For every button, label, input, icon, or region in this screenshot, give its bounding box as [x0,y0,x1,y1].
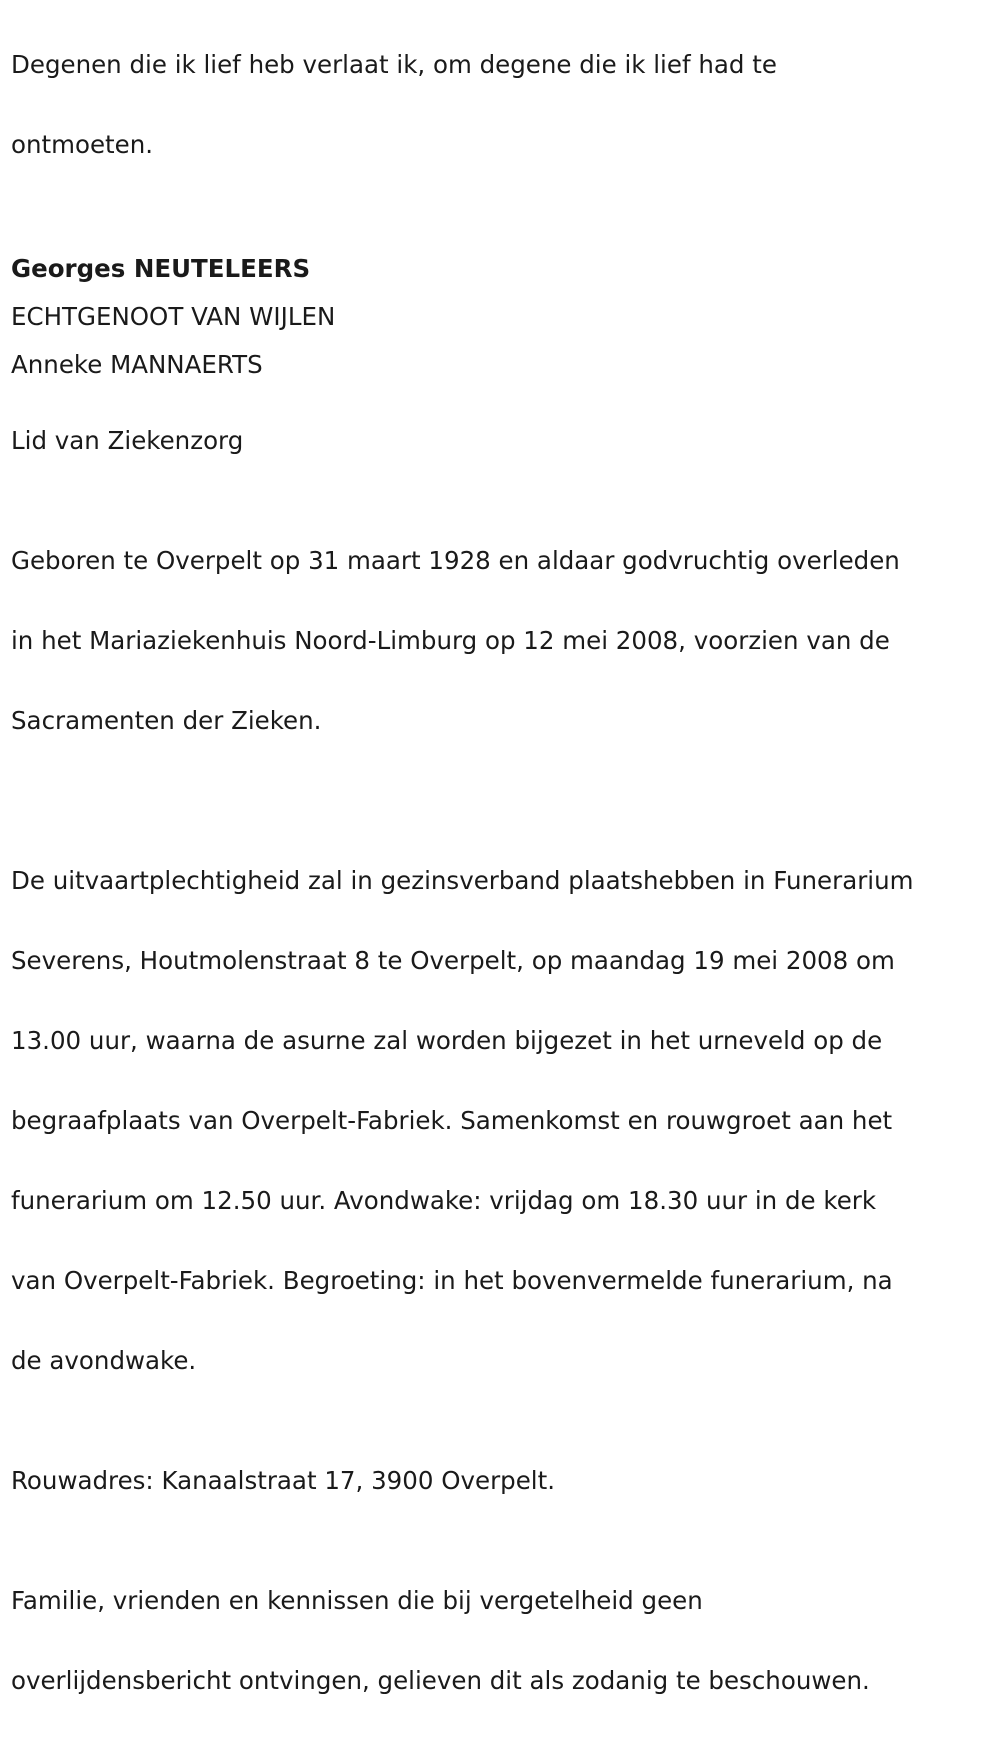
membership: Lid van Ziekenzorg [11,426,244,455]
spacer [11,781,1000,821]
deceased-name: Georges NEUTELEERS [11,254,311,283]
closing-paragraph: Familie, vrienden en kennissen die bij vergetelheid geen overlijdensbericht ontvingen, gelieven dit als zodanig te beschouwen. [11,1586,870,1695]
spacer [11,205,1000,245]
quote-line-1: Degenen die ik lief heb verlaat ik, om degene die ik lief had te [11,50,777,79]
mourning-address: Rouwadres: Kanaalstraat 17, 3900 Overpelt. [11,1466,555,1495]
spacer [11,1421,1000,1461]
spacer [11,461,1000,501]
quote-line-2: ontmoeten. [11,130,154,159]
funeral-paragraph: De uitvaartplechtigheid zal in gezinsverband plaatshebben in Funerarium Severens, Houtmolenstraat 8 te Overpelt, op maandag 19 mei 2008 om 13.00 uur, waarna de asurne zal worden bijgezet in het urneveld op de begraafplaats van Overpelt-Fabriek. Samenkomst en rouwgroet aan het funerarium om 12.50 uur. Avondwake: vrijdag om 18.30 uur in de kerk van Overpelt-Fabriek. Begroeting: in het bovenvermelde funerarium, na de avondwake. [11,866,914,1375]
name-block [11,245,1000,389]
spouse-name: Anneke MANNAERTS [11,350,263,379]
birth-death-paragraph: Geboren te Overpelt op 31 maart 1928 en aldaar godvruchtig overleden in het Mariaziekenhuis Noord-Limburg op 12 mei 2008, voorzien van de Sacramenten der Zieken. [11,546,900,735]
spacer [11,389,1000,421]
spouse-title: ECHTGENOOT VAN WIJLEN [11,302,336,331]
opening-quote [11,5,1000,205]
spacer [11,1501,1000,1541]
